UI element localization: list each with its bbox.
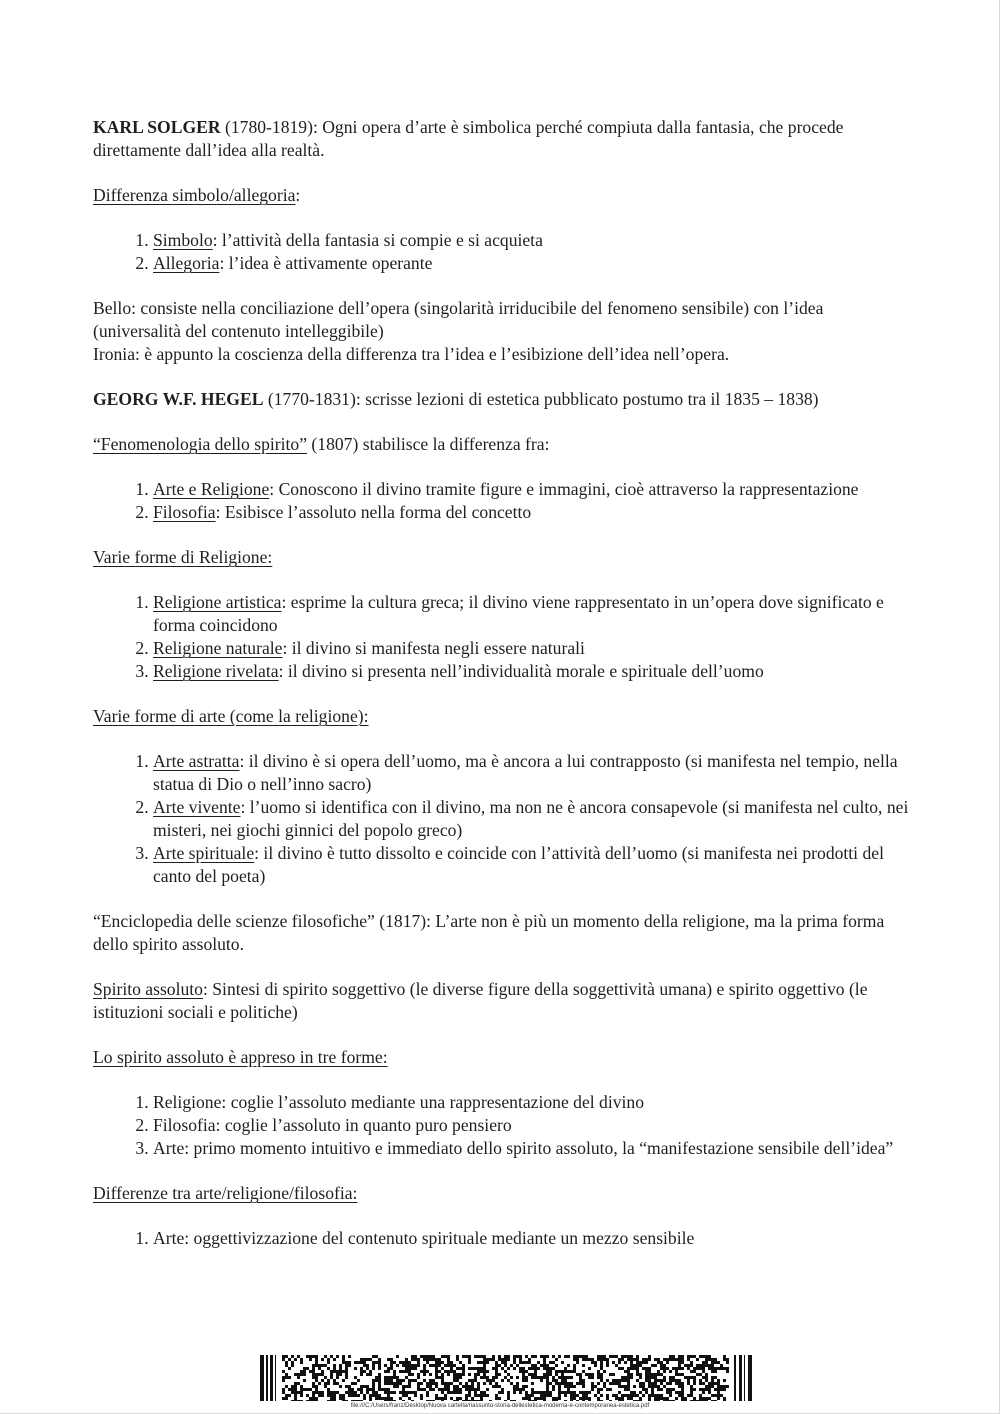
list-item-text: : il divino si manifesta negli essere naturali [282, 638, 585, 658]
list-item-text: : il divino si presenta nell’individualità morale e spirituale dell’uomo [278, 661, 764, 681]
hegel-name: GEORG W.F. HEGEL [93, 389, 264, 409]
list-item-text: : il divino è si opera dell’uomo, ma è ancora a lui contrapposto (si manifesta nel tempio, nella statua di Dio o nell’inno sacro) [153, 751, 898, 794]
list-item-text: : esprime la cultura greca; il divino viene rappresentato in un’opera dove significato e forma coincidono [153, 592, 884, 635]
solger-diff-colon: : [295, 185, 301, 205]
barcode-stamp [260, 1355, 752, 1401]
list-item-text: : l’attività della fantasia si compie e si acquieta [212, 230, 543, 250]
religione-heading-text: Varie forme di Religione: [93, 547, 273, 567]
differenze-heading [93, 1182, 913, 1205]
list-item: 2. Filosofia: coglie l’assoluto in quanto puro pensiero [153, 1114, 913, 1137]
footer-file-path: file:///C:/Users/franz/Desktop/Nuova cartella/riassunto-storia-dellestetica-moderna-e-contemporanea-estetica.pdf [350, 1403, 650, 1409]
religione-heading [93, 546, 913, 569]
list-item-term: Allegoria [153, 253, 220, 273]
list-item [153, 229, 913, 252]
list-item [153, 842, 913, 888]
spirito-assoluto-text: : Sintesi di spirito soggettivo (le diverse figure della soggettività umana) e spirito oggettivo (le istituzioni sociali e politiche) [93, 979, 868, 1022]
solger-list [93, 229, 913, 275]
list-item-text: : Conoscono il divino tramite figure e immagini, cioè attraverso la rappresentazione [269, 479, 859, 499]
list-item [153, 501, 913, 524]
spirito-assoluto-paragraph [93, 978, 913, 1024]
religione-list [93, 591, 913, 683]
hegel-intro [93, 388, 913, 411]
solger-name: KARL SOLGER [93, 117, 221, 137]
list-item [153, 796, 913, 842]
list-item-term: Religione naturale [153, 638, 283, 658]
list-item [153, 637, 913, 660]
solger-diff-heading [93, 184, 913, 207]
list-item [153, 591, 913, 637]
differenze-list [93, 1227, 913, 1250]
list-item-text: : l’idea è attivamente operante [219, 253, 433, 273]
page-content [93, 116, 913, 1250]
list-item [153, 478, 913, 501]
arte-list [93, 750, 913, 888]
list-item: 1. Religione: coglie l’assoluto mediante una rappresentazione del divino [153, 1091, 913, 1114]
list-item-text: : Esibisce l’assoluto nella forma del concetto [215, 502, 532, 522]
bello-paragraph: Bello: consiste nella conciliazione dell’opera (singolarità irriducibile del fenomeno sensibile) con l’idea (universalità del contenuto intelleggibile) [93, 298, 824, 341]
fenomenologia-heading [93, 433, 913, 456]
list-item-text: : il divino è tutto dissolto e coincide con l’attività dell’uomo (si manifesta nei prodotti del canto del poeta) [153, 843, 884, 886]
forme-heading-text: Lo spirito assoluto è appreso in tre forme: [93, 1047, 388, 1067]
list-item-term: Filosofia [153, 502, 216, 522]
hegel-intro-text: (1770-1831): scrisse lezioni di estetica pubblicato postumo tra il 1835 – 1838) [263, 389, 819, 409]
list-item: 1. Arte: oggettivizzazione del contenuto spirituale mediante un mezzo sensibile [153, 1227, 913, 1250]
list-item-term: Arte e Religione [153, 479, 270, 499]
list-item: 3. Arte: primo momento intuitivo e immediato dello spirito assoluto, la “manifestazione sensibile dell’idea” [153, 1137, 913, 1160]
forme-heading [93, 1046, 913, 1069]
list-item-term: Religione rivelata [153, 661, 279, 681]
enciclopedia-paragraph: “Enciclopedia delle scienze filosofiche” (1817): L’arte non è più un momento della religione, ma la prima forma dello spirito assoluto. [93, 911, 885, 954]
list-item-term: Simbolo [153, 230, 213, 250]
fenomenologia-list [93, 478, 913, 524]
solger-intro-text: (1780-1819): Ogni opera d’arte è simbolica perché compiuta dalla fantasia, che procede direttamente dall’idea alla realtà. [93, 117, 844, 160]
list-item-term: Religione artistica [153, 592, 282, 612]
list-item [153, 750, 913, 796]
arte-heading-text: Varie forme di arte (come la religione): [93, 706, 369, 726]
list-item [153, 252, 913, 275]
list-item-term: Arte spirituale [153, 843, 255, 863]
differenze-heading-text: Differenze tra arte/religione/filosofia: [93, 1183, 358, 1203]
solger-diff-heading-text: Differenza simbolo/allegoria [93, 185, 296, 205]
spirito-assoluto-term: Spirito assoluto [93, 979, 203, 999]
list-item-term: Arte vivente [153, 797, 241, 817]
ironia-paragraph: Ironia: è appunto la coscienza della differenza tra l’idea e l’esibizione dell’idea nell’opera. [93, 344, 730, 364]
list-item [153, 660, 913, 683]
forme-list [93, 1091, 913, 1160]
list-item-term: Arte astratta [153, 751, 240, 771]
fenomenologia-title: “Fenomenologia dello spirito” [93, 434, 308, 454]
arte-heading [93, 705, 913, 728]
solger-intro [93, 116, 913, 162]
list-item-text: : l’uomo si identifica con il divino, ma non ne è ancora consapevole (si manifesta nel culto, nei misteri, nei giochi ginnici del popolo greco) [153, 797, 909, 840]
fenomenologia-rest: (1807) stabilisce la differenza fra: [307, 434, 550, 454]
